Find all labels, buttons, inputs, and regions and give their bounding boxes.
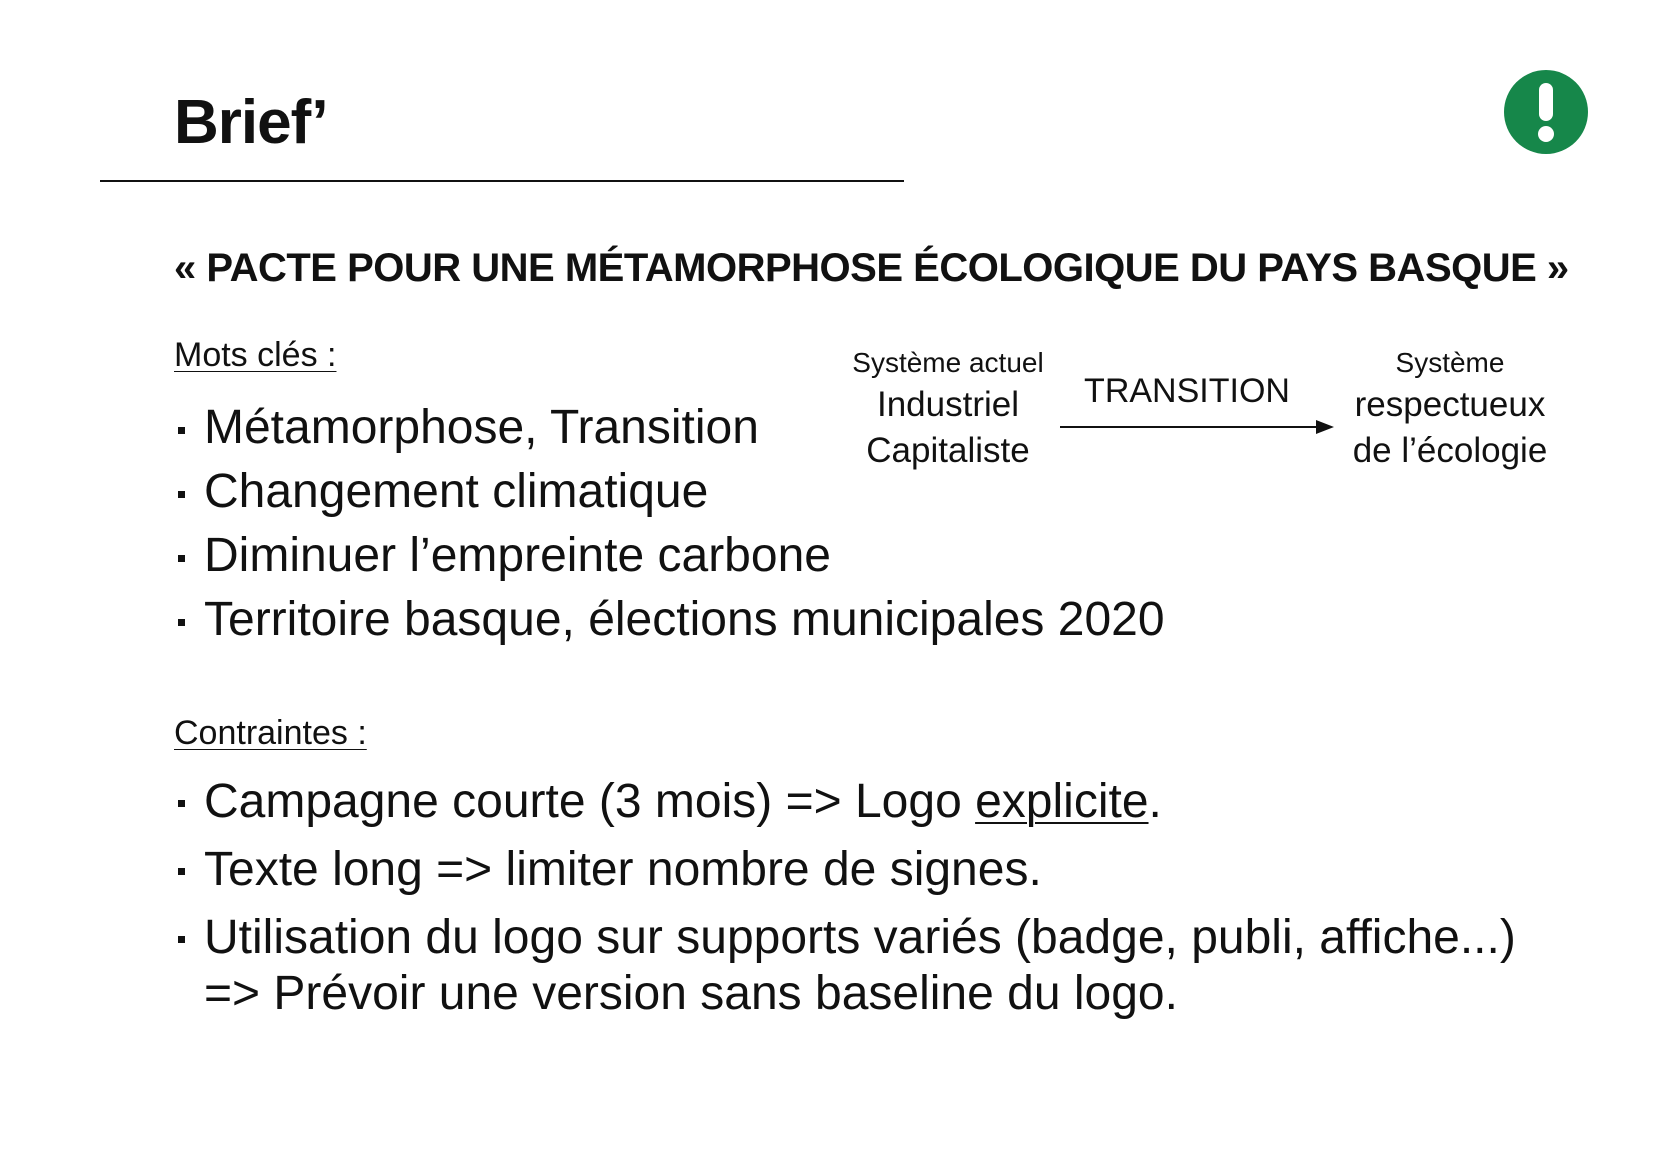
constraints-label: Contraintes : [174,714,367,752]
keyword-text: Changement climatique [204,465,709,518]
arrow-right-icon [1058,415,1338,439]
target-system-caption: Système [1395,347,1505,378]
bullet-icon [178,555,185,562]
bullet-icon [178,936,185,943]
bullet-icon [178,491,185,498]
bullet-icon [178,619,185,626]
constraint-item [174,842,1516,898]
constraint-item [174,774,1516,830]
keyword-item [174,524,1165,588]
constraint-text: Campagne courte (3 mois) => Logo [204,775,976,828]
bullet-icon [178,427,185,434]
keyword-text: Territoire basque, élections municipales 2020 [204,593,1165,646]
target-system-node [1340,344,1560,474]
constraint-text: Utilisation du logo sur supports variés (badge, publi, affiche...) [204,911,1516,964]
keywords-label: Mots clés : [174,336,337,374]
bullet-icon [178,868,185,875]
transition-label: TRANSITION [1084,372,1290,410]
keyword-text: Métamorphose, Transition [204,401,759,454]
explicit-underlined-text: explicite [975,775,1149,828]
current-system-line1: Industriel [876,385,1020,424]
pacte-heading: « PACTE POUR UNE MÉTAMORPHOSE ÉCOLOGIQUE DU PAYS BASQUE » [174,246,1569,290]
target-system-line1: respectueux [1354,385,1546,424]
title-underline-divider [100,180,904,182]
exclamation-icon[interactable] [1504,70,1588,154]
bullet-icon [178,800,185,807]
constraint-end-punctuation: . [1148,775,1162,828]
keyword-text: Diminuer l’empreinte carbone [204,529,831,582]
target-system-line2: de l’écologie [1352,431,1548,470]
constraints-list [174,774,1516,1034]
constraint-text: Texte long => limiter nombre de signes. [204,843,1042,896]
keyword-item [174,588,1165,652]
current-system-caption: Système actuel [852,347,1044,378]
page-title: Brief’ [174,88,328,157]
current-system-line2: Capitaliste [866,431,1030,470]
current-system-node [838,344,1058,474]
constraint-continuation: => Prévoir une version sans baseline du logo. [204,967,1178,1020]
exclamation-icon-bar [1539,83,1553,121]
constraint-item [174,910,1516,1022]
exclamation-icon-dot [1538,126,1554,142]
